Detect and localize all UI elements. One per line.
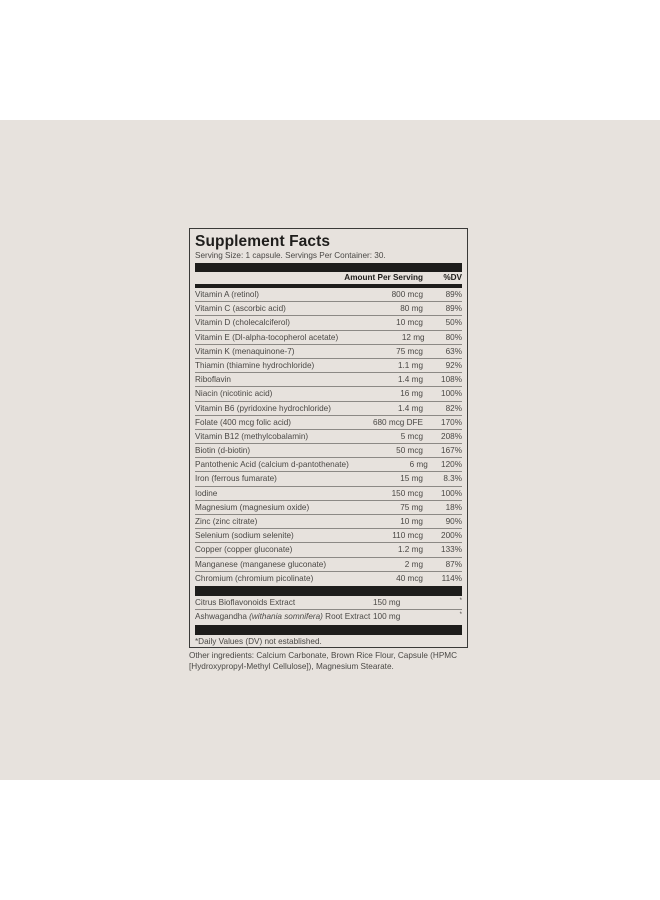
- nutrient-row: Vitamin A (retinol) 800 mcg 89%: [195, 288, 462, 302]
- nutrient-row: Vitamin B12 (methylcobalamin) 5 mcg 208%: [195, 430, 462, 444]
- dv-footnote: *Daily Values (DV) not established.: [195, 636, 322, 646]
- nutrient-list: [195, 288, 462, 586]
- nutrient-row: Vitamin C (ascorbic acid) 80 mg 89%: [195, 302, 462, 316]
- nutrient-row: Niacin (nicotinic acid) 16 mg 100%: [195, 387, 462, 401]
- nutrient-row: Selenium (sodium selenite) 110 mcg 200%: [195, 529, 462, 543]
- nutrient-row: Zinc (zinc citrate) 10 mg 90%: [195, 515, 462, 529]
- nutrient-row: Iron (ferrous fumarate) 15 mg 8.3%: [195, 472, 462, 486]
- column-header: [195, 272, 462, 284]
- header-dv: %DV: [443, 273, 462, 282]
- nutrient-row: Vitamin E (Dl-alpha-tocopherol acetate) 12 mg 80%: [195, 331, 462, 345]
- nutrient-row: Iodine 150 mcg 100%: [195, 487, 462, 501]
- nutrient-row: Folate (400 mcg folic acid) 680 mcg DFE 170%: [195, 416, 462, 430]
- extract-list: [195, 596, 462, 625]
- extract-row: Citrus Bioflavonoids Extract 150 mg *: [195, 596, 462, 611]
- other-ingredients: Other ingredients: Calcium Carbonate, Brown Rice Flour, Capsule (HPMC [Hydroxypropyl-Methyl Cellulose]), Magnesium Stearate.: [189, 651, 458, 671]
- divider-thick: [195, 586, 462, 596]
- serving-info: Serving Size: 1 capsule. Servings Per Container: 30.: [195, 251, 386, 260]
- nutrient-row: Thiamin (thiamine hydrochloride) 1.1 mg 92%: [195, 359, 462, 373]
- extract-row: Ashwagandha (withania somnifera) Root Extract 100 mg *: [195, 612, 462, 622]
- header-amount: Amount Per Serving: [344, 273, 423, 282]
- nutrient-row: Vitamin K (menaquinone-7) 75 mcg 63%: [195, 345, 462, 359]
- nutrient-row: Copper (copper gluconate) 1.2 mg 133%: [195, 543, 462, 557]
- nutrient-row: Chromium (chromium picolinate) 40 mcg 114%: [195, 573, 462, 583]
- nutrient-row: Magnesium (magnesium oxide) 75 mg 18%: [195, 501, 462, 515]
- nutrient-row: Riboflavin 1.4 mg 108%: [195, 373, 462, 387]
- nutrient-row: Vitamin D (cholecalciferol) 10 mcg 50%: [195, 316, 462, 330]
- divider-thick: [195, 625, 462, 635]
- nutrient-row: Vitamin B6 (pyridoxine hydrochloride) 1.4 mg 82%: [195, 402, 462, 416]
- supplement-facts-panel: [189, 228, 468, 648]
- divider-thick: [195, 263, 462, 272]
- nutrient-row: Biotin (d-biotin) 50 mcg 167%: [195, 444, 462, 458]
- nutrient-row: Pantothenic Acid (calcium d-pantothenate) 6 mg 120%: [195, 458, 462, 472]
- panel-title: Supplement Facts: [195, 233, 331, 250]
- nutrient-row: Manganese (manganese gluconate) 2 mg 87%: [195, 558, 462, 572]
